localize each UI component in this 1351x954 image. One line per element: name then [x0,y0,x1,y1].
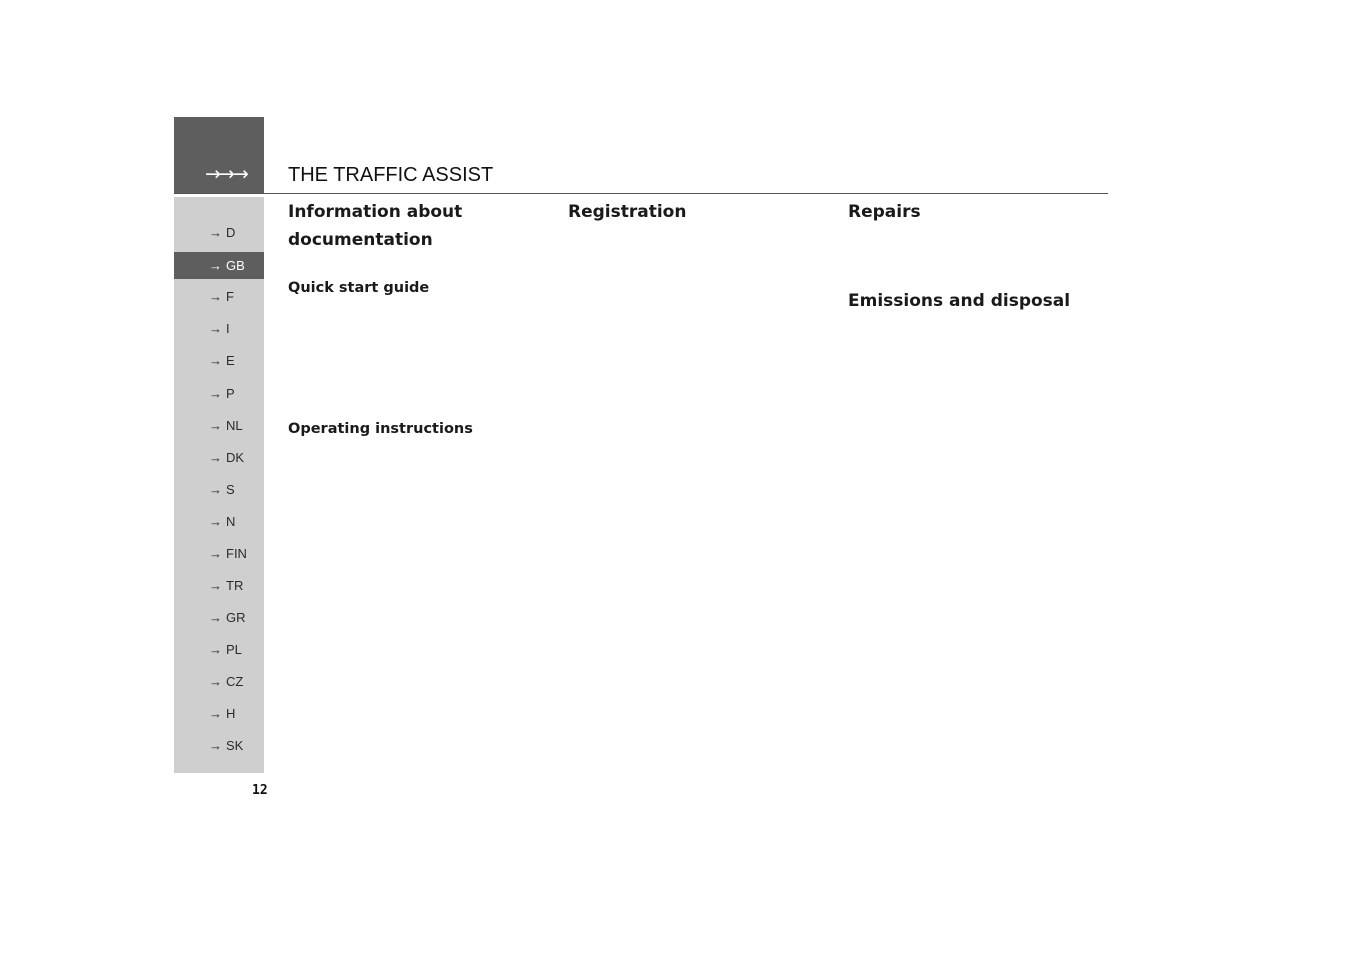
sidebar-item-i[interactable]: → I [209,321,230,336]
arrow-right-icon: → [209,225,222,240]
arrow-right-icon: → [209,674,222,689]
section-heading-information: Information about [288,202,463,222]
sidebar-item-sk[interactable]: → SK [209,738,244,753]
sidebar-item-s[interactable]: → S [209,482,235,497]
arrow-right-icon: → [209,514,222,529]
arrow-right-icon: → [209,738,222,753]
section-heading-registration: Registration [568,202,687,222]
arrow-right-icon: → [209,706,222,721]
sidebar-item-d[interactable]: → D [209,225,236,240]
arrow-right-icon: → [209,546,222,561]
page-number: 12 [252,783,268,798]
arrow-right-icon: → [209,482,222,497]
subheading-quick-start: Quick start guide [288,280,430,296]
sidebar-item-tr[interactable]: → TR [209,578,244,593]
sidebar-item-p[interactable]: → P [209,386,235,401]
sidebar-item-n[interactable]: → N [209,514,236,529]
sidebar-item-fin[interactable]: → FIN [209,546,247,561]
sidebar-item-nl[interactable]: → NL [209,418,243,433]
sidebar-item-cz[interactable]: → CZ [209,674,244,689]
arrow-right-icon: → [209,578,222,593]
sidebar-item-e[interactable]: → E [209,353,235,368]
arrow-right-icon: → [209,450,222,465]
sidebar-item-dk[interactable]: → DK [209,450,245,465]
arrow-right-icon: → [209,353,222,368]
arrow-right-icon: → [209,321,222,336]
sidebar-item-pl[interactable]: → PL [209,642,242,657]
sidebar-item-gb[interactable]: → GB [174,252,264,279]
page-title: THE TRAFFIC ASSIST [288,164,494,186]
sidebar-item-h[interactable]: → H [209,706,236,721]
sidebar-item-gr[interactable]: → GR [209,610,246,625]
section-heading-repairs: Repairs [848,202,921,222]
arrow-right-icon: → [209,418,222,433]
arrow-right-icon: → [209,386,222,401]
arrow-right-icon: → [209,258,222,273]
arrow-right-icon: → [209,642,222,657]
arrow-right-icon: → [209,610,222,625]
arrow-right-icon: → [209,289,222,304]
sidebar-item-f[interactable]: → F [209,289,234,304]
language-sidebar [174,197,264,773]
header-arrows-icon: →→→ [205,163,247,185]
header-divider [174,193,1108,194]
section-heading-emissions: Emissions and disposal [848,291,1071,311]
section-heading-documentation: documentation [288,230,433,250]
subheading-operating-instructions: Operating instructions [288,421,473,437]
